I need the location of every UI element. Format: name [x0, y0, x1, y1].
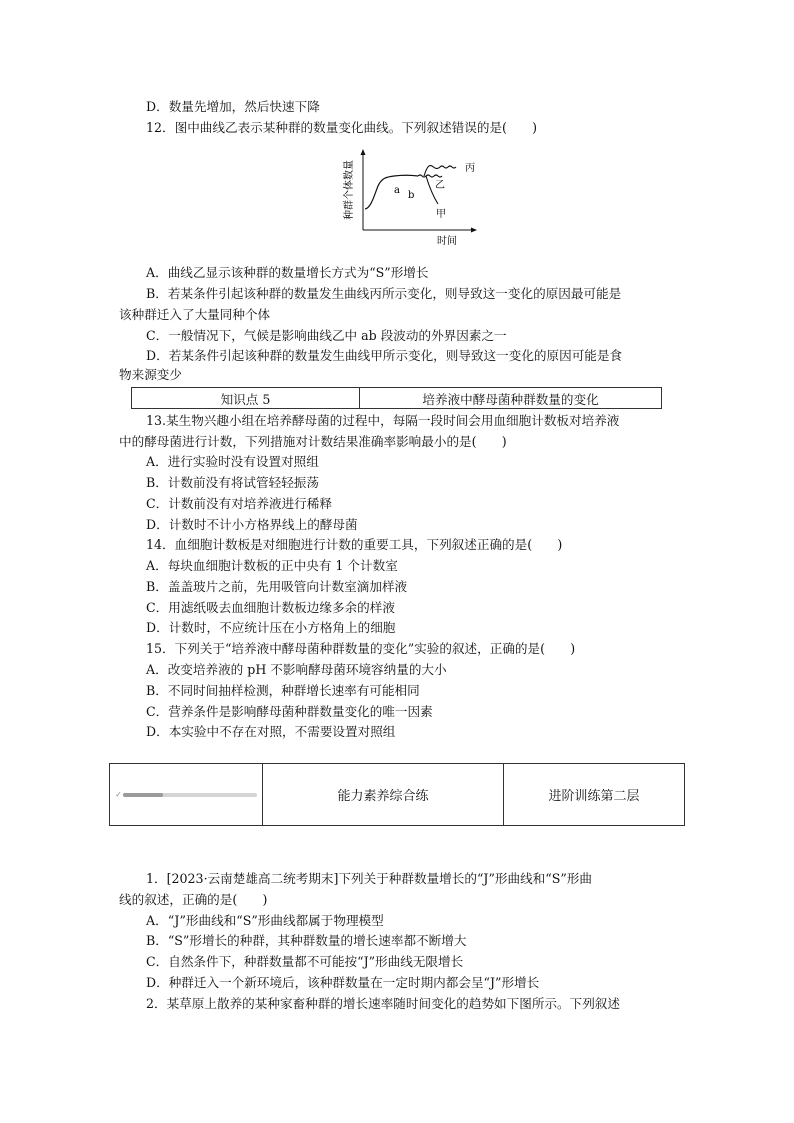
knowledge-point-title: 培养液中酵母菌种群数量的变化 — [360, 388, 662, 409]
curve-yi-plateau — [418, 175, 442, 177]
q13-option-d: D．计数时不计小方格界线上的酵母菌 — [146, 517, 358, 532]
q15-option-c: C．营养条件是影响酵母菌种群数量变化的唯一因素 — [146, 704, 433, 719]
label-a: a — [394, 185, 400, 196]
q13-option-a: A．进行实验时没有设置对照组 — [146, 454, 319, 469]
p2-q1-stem: 1．[2023·云南楚雄高二统考期末]下列关于种群数量增长的“J”形曲线和“S”形曲 — [146, 871, 592, 886]
x-axis-label: 时间 — [437, 236, 457, 247]
section-header-table — [109, 763, 685, 826]
q12-option-d: D．若某条件引起该种群的数量发生曲线甲所示变化，则导致这一变化的原因可能是食 — [146, 348, 623, 363]
label-curve-bing: 丙 — [465, 163, 475, 174]
knowledge-point-table — [131, 387, 662, 409]
q12-option-a: A．曲线乙显示该种群的数量增长方式为“S”形增长 — [146, 265, 429, 280]
p2-q1-option-a: A．“J”形曲线和“S”形曲线都属于物理模型 — [146, 913, 384, 928]
population-curve-figure — [338, 146, 488, 248]
q14-option-a: A．每块血细胞计数板的正中央有 1 个计数室 — [146, 558, 398, 573]
q14-stem: 14．血细胞计数板是对细胞进行计数的重要工具，下列叙述正确的是( ) — [146, 537, 563, 552]
q13-stem: 13.某生物兴趣小组在培养酵母菌的过程中，每隔一段时间会用血细胞计数板对培养液 — [146, 413, 620, 428]
label-curve-jia: 甲 — [436, 209, 446, 220]
p2-q1-option-d: D．种群迁入一个新环境后，该种群数量在一定时期内都会呈“J”形增长 — [146, 975, 540, 990]
q13-stem-cont: 中的酵母菌进行计数，下列措施对计数结果准确率影响最小的是( ) — [119, 434, 507, 449]
p2-q1-option-b: B．“S”形增长的种群，其种群数量的增长速率都不断增大 — [146, 933, 467, 948]
curve-bing — [424, 166, 456, 176]
q13-option-b: B．计数前没有将试管轻轻振荡 — [146, 475, 319, 490]
section-progress-bar — [123, 793, 257, 797]
q14-option-d: D．计数时，不应统计压在小方格角上的细胞 — [146, 620, 396, 635]
q15-option-d: D．本实验中不存在对照，不需要设置对照组 — [146, 724, 396, 739]
x-axis-arrow — [471, 228, 477, 233]
q12-option-b: B．若某条件引起该种群的数量发生曲线丙所示变化，则导致这一变化的原因最可能是 — [146, 286, 622, 301]
y-axis-arrow — [361, 149, 366, 155]
q14-option-c: C．用滤纸吸去血细胞计数板边缘多余的样液 — [146, 600, 395, 615]
q11-option-d: D．数量先增加，然后快速下降 — [146, 99, 320, 114]
check-icon: ✓ — [115, 790, 122, 799]
q12-option-b-cont: 该种群迁入了大量同种个体 — [119, 307, 271, 322]
y-axis-label: 种群个体数量 — [344, 160, 355, 220]
label-b: b — [408, 190, 415, 201]
p2-q1-stem-cont: 线的叙述，正确的是( ) — [119, 892, 268, 907]
q12-option-c: C．一般情况下，气候是影响曲线乙中 ab 段波动的外界因素之一 — [146, 328, 507, 343]
q15-stem: 15．下列关于“培养液中酵母菌种群数量的变化”实验的叙述，正确的是( ) — [146, 641, 576, 656]
q12-option-d-cont: 物来源变少 — [119, 367, 182, 382]
p2-q2-stem: 2．某草原上散养的某种家畜种群的增长速率随时间变化的趋势如下图所示。下列叙述 — [146, 996, 620, 1011]
q15-option-a: A．改变培养液的 pH 不影响酵母菌环境容纳量的大小 — [146, 662, 447, 677]
knowledge-point-label: 知识点 5 — [132, 388, 360, 409]
q13-option-c: C．计数前没有对培养液进行稀释 — [146, 496, 332, 511]
q15-option-b: B．不同时间抽样检测，种群增长速率有可能相同 — [146, 683, 420, 698]
p2-q1-option-c: C．自然条件下，种群数量都不可能按“J”形曲线无限增长 — [146, 954, 464, 969]
section-level: 进阶训练第二层 — [504, 764, 685, 826]
label-curve-yi: 乙 — [435, 180, 445, 191]
section-progress-fill — [123, 793, 163, 797]
section-title: 能力素养综合练 — [263, 764, 504, 826]
section-progress-cell — [110, 764, 263, 826]
q14-option-b: B．盖盖玻片之前，先用吸管向计数室滴加样液 — [146, 579, 408, 594]
q12-stem: 12．图中曲线乙表示某种群的数量变化曲线。下列叙述错误的是( ) — [146, 120, 538, 135]
